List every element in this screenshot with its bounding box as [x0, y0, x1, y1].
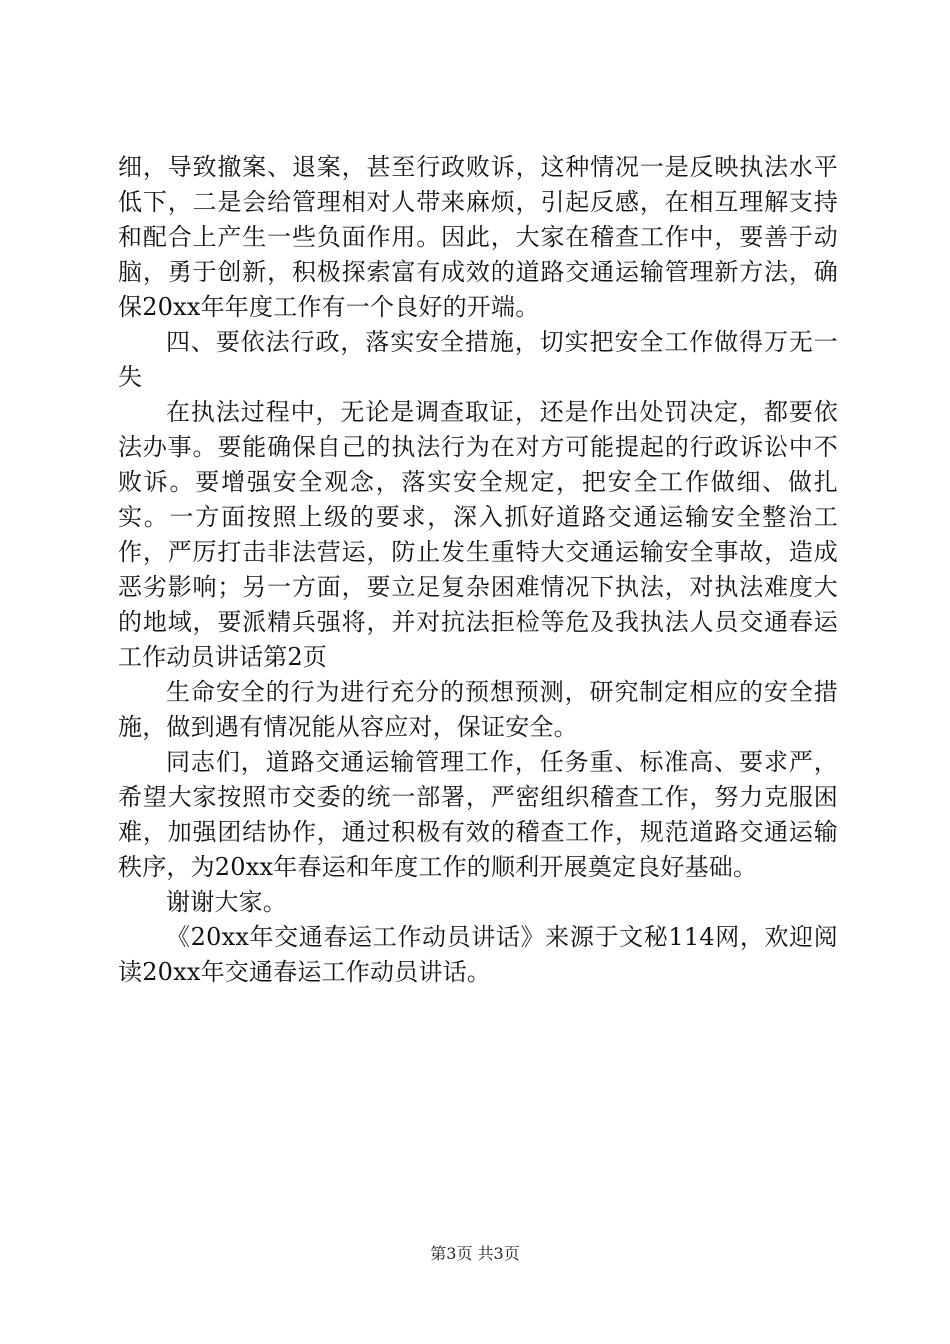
paragraph-source-note: 《20xx年交通春运工作动员讲话》来源于文秘114网，欢迎阅读20xx年交通春运工作动员讲话。 — [118, 923, 838, 986]
paragraph-continuation: 细，导致撤案、退案，甚至行政败诉，这种情况一是反映执法水平低下，二是会给管理相对人带来麻烦，引起反感，在相互理解支持和配合上产生一些负面作用。因此，大家在稽查工作中，要善于动脑，勇于创新，积极探索富有成效的道路交通运输管理新方法，确保20xx年年度工作有一个良好的开端。 — [118, 153, 838, 321]
section-heading-four: 四、要依法行政，落实安全措施，切实把安全工作做得万无一失 — [118, 328, 838, 391]
paragraph-law-enforcement: 在执法过程中，无论是调查取证，还是作出处罚决定，都要依法办事。要能确保自己的执法行为在对方可能提起的行政诉讼中不败诉。要增强安全观念，落实安全规定，把安全工作做细、做扎实。一方面按照上级的要求，深入抓好道路交通运输安全整治工作，严厉打击非法营运，防止发生重特大交通运输安全事故，造成恶劣影响；另一方面，要立足复杂困难情况下执法，对执法难度大的地域，要派精兵强将，并对抗法拒检等危及我执法人员交通春运工作动员讲话第2页 — [118, 398, 838, 671]
paragraph-safety-measures: 生命安全的行为进行充分的预想预测，研究制定相应的安全措施，做到遇有情况能从容应对，保证安全。 — [118, 678, 838, 741]
document-body — [118, 150, 838, 990]
page-footer: 第3页 共3页 — [430, 1244, 520, 1263]
paragraph-comrades: 同志们，道路交通运输管理工作，任务重、标准高、要求严，希望大家按照市交委的统一部署，严密组织稽查工作，努力克服困难，加强团结协作，通过积极有效的稽查工作，规范道路交通运输秩序，为20xx年春运和年度工作的顺利开展奠定良好基础。 — [118, 748, 838, 881]
paragraph-thanks: 谢谢大家。 — [166, 888, 287, 916]
